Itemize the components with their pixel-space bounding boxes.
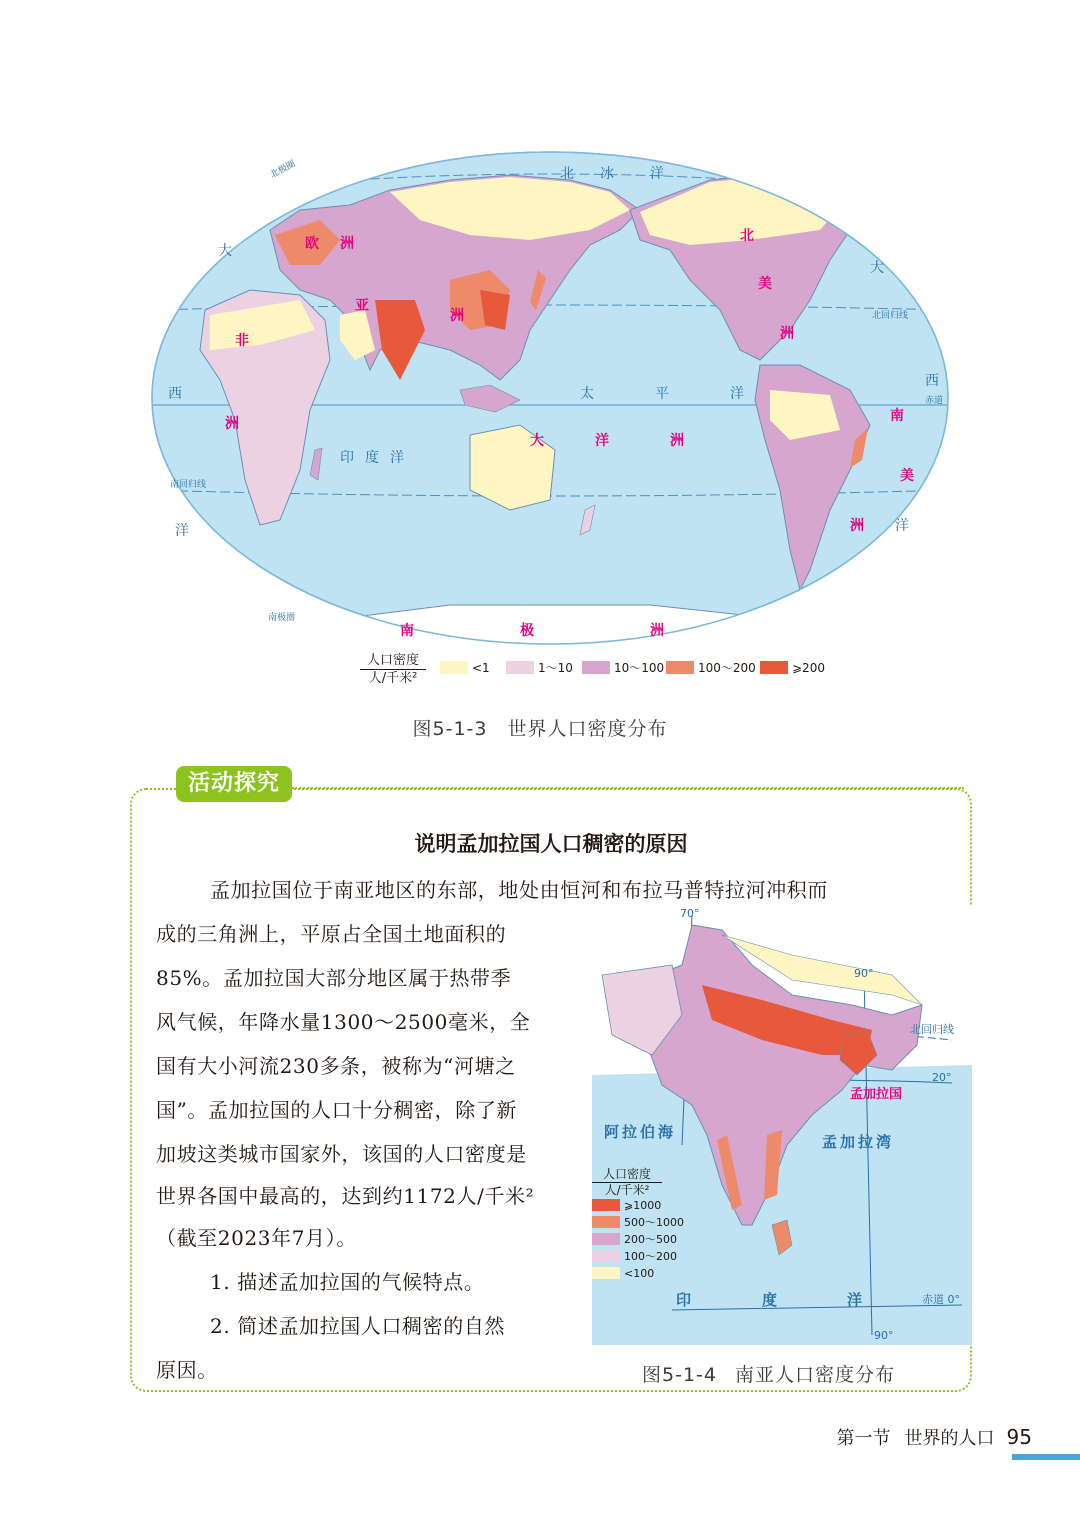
oceania-label-2: 洋 — [595, 433, 609, 449]
legend-swatch — [582, 661, 610, 674]
africa-label-2: 洲 — [225, 416, 239, 432]
figure-caption-5-1-4: 图5-1-4 南亚人口密度分布 — [642, 1364, 895, 1386]
footer-title: 世界的人口 — [904, 1428, 995, 1449]
atlantic-left-label-2: 西 — [168, 386, 184, 402]
asia-label-2: 洲 — [450, 308, 464, 324]
page-number: 95 — [1006, 1425, 1032, 1449]
pacific-label-1: 太 — [580, 386, 596, 402]
equator-label: 赤道 — [925, 396, 944, 406]
oceania-label-1: 大 — [530, 433, 544, 449]
greenland — [790, 155, 850, 190]
south-america-label-1: 南 — [890, 408, 904, 424]
indian-ocean-label-3: 洋 — [390, 450, 406, 466]
world-legend-item: 100～200 — [666, 660, 756, 676]
arctic-circle-label: 北极圈 — [268, 159, 298, 181]
legend-swatch — [760, 661, 788, 674]
arctic-ocean-label-1: 北 — [560, 166, 576, 182]
atlantic-right-label-1: 大 — [870, 260, 886, 276]
sa-legend-item: <100 — [592, 1266, 692, 1283]
footer-section: 第一节 — [836, 1428, 891, 1449]
indian-ocean-sa-label-1: 印 — [676, 1291, 695, 1309]
activity-text-line: 风气候，年降水量1300～2500毫米，全 — [156, 1010, 531, 1034]
south-asia-legend-title: 人口密度 人/千米² — [592, 1167, 662, 1198]
indian-ocean-label-1: 印 — [340, 450, 356, 466]
oceania-label-3: 洲 — [670, 433, 684, 449]
activity-text-line: 加坡这类城市国家外，该国的人口密度是 — [156, 1142, 527, 1166]
antarctic-circle-label: 南极圈 — [268, 613, 296, 623]
pacific-label-2: 平 — [655, 386, 671, 402]
south-asia-legend — [592, 1167, 692, 1283]
atlantic-left-label-3: 洋 — [175, 523, 191, 539]
arabian-sea-label: 阿拉伯海 — [604, 1123, 677, 1141]
europe-label-1: 欧 — [305, 236, 319, 252]
activity-tab: 活动探究 — [176, 766, 292, 802]
activity-title: 说明孟加拉国人口稠密的原因 — [414, 832, 688, 856]
world-legend-item: ⩾200 — [760, 660, 825, 676]
page-footer — [837, 1424, 1032, 1450]
world-legend-item: 10～100 — [582, 660, 664, 676]
legend-swatch — [592, 1233, 620, 1245]
footer-accent-bar — [1012, 1454, 1080, 1460]
legend-swatch — [592, 1199, 620, 1211]
north-america-label-3: 洲 — [780, 326, 794, 342]
legend-swatch — [592, 1216, 620, 1228]
tropic-cancer-label-sa: 北回归线 — [910, 1023, 954, 1036]
south-america-label-3: 洲 — [850, 518, 864, 534]
question-1: 1. 描述孟加拉国的气候特点。 — [210, 1270, 485, 1294]
legend-swatch — [592, 1250, 620, 1262]
antarctica-label-1: 南 — [400, 623, 414, 639]
activity-text-line: 85%。孟加拉国大部分地区属于热带季 — [156, 966, 512, 990]
atlantic-right-label-2: 西 — [925, 373, 941, 389]
indian-ocean-sa-label-2: 度 — [762, 1291, 781, 1309]
africa-label-1: 非 — [235, 333, 249, 349]
atlantic-left-label-1: 大 — [218, 243, 234, 259]
indian-ocean-sa-label-3: 洋 — [847, 1291, 866, 1309]
world-legend-item: <1 — [440, 660, 490, 676]
legend-swatch — [666, 661, 694, 674]
sa-legend-item: ⩾1000 — [592, 1198, 692, 1215]
arctic-ocean-label-3: 洋 — [650, 166, 666, 182]
question-2-continued: 原因。 — [156, 1358, 218, 1382]
antarctica-label-2: 极 — [520, 623, 534, 639]
world-population-density-map — [150, 150, 950, 646]
south-america-label-2: 美 — [900, 468, 914, 484]
legend-swatch — [506, 661, 534, 674]
activity-text-line: 世界各国中最高的，达到约1172人/千米² — [156, 1184, 535, 1208]
figure-caption-5-1-3: 图5-1-3 世界人口密度分布 — [412, 718, 668, 740]
world-map-legend — [356, 648, 856, 692]
activity-text-line: （截至2023年7月）。 — [156, 1226, 357, 1250]
bay-of-bengal-label: 孟加拉湾 — [822, 1133, 895, 1151]
pacific-label-3: 洋 — [730, 386, 746, 402]
equator-label-sa: 赤道 0° — [922, 1293, 960, 1306]
indian-ocean-label-2: 度 — [365, 450, 381, 466]
activity-text-line: 成的三角洲上，平原占全国土地面积的 — [156, 922, 507, 946]
activity-top-rule — [292, 787, 964, 789]
activity-text-line: 孟加拉国位于南亚地区的东部，地处由恒河和布拉马普特拉河冲积而 — [210, 878, 828, 902]
lat-20-label: 20° — [932, 1071, 952, 1084]
north-america-label-2: 美 — [758, 276, 772, 292]
world-legend-item: 1～10 — [506, 660, 573, 676]
lon-90-top-label: 90° — [854, 967, 874, 980]
legend-swatch — [440, 661, 468, 674]
north-america-label-1: 北 — [740, 228, 754, 244]
activity-text-line: 国有大小河流230多条，被称为“河塘之 — [156, 1054, 516, 1078]
arctic-ocean-label-2: 冰 — [600, 166, 616, 182]
question-2: 2. 简述孟加拉国人口稠密的自然 — [210, 1314, 506, 1338]
world-legend-title: 人口密度 人/千米² — [356, 652, 430, 687]
europe-label-2: 洲 — [340, 236, 354, 252]
activity-text-line: 国”。孟加拉国的人口十分稠密，除了新 — [156, 1098, 518, 1122]
sa-legend-item: 200～500 — [592, 1232, 692, 1249]
lon-70-label: 70° — [680, 907, 700, 920]
atlantic-right-label-3: 洋 — [895, 518, 911, 534]
tropic-capricorn-label: 南回归线 — [170, 480, 207, 490]
asia-label-1: 亚 — [355, 298, 369, 314]
bangladesh-label: 孟加拉国 — [850, 1087, 903, 1102]
sa-legend-item: 100～200 — [592, 1249, 692, 1266]
legend-swatch — [592, 1267, 620, 1279]
antarctica-label-3: 洲 — [650, 623, 664, 639]
tropic-cancer-label: 北回归线 — [872, 311, 909, 321]
lon-90-bottom-label: 90° — [874, 1329, 894, 1342]
sa-legend-item: 500～1000 — [592, 1215, 692, 1232]
